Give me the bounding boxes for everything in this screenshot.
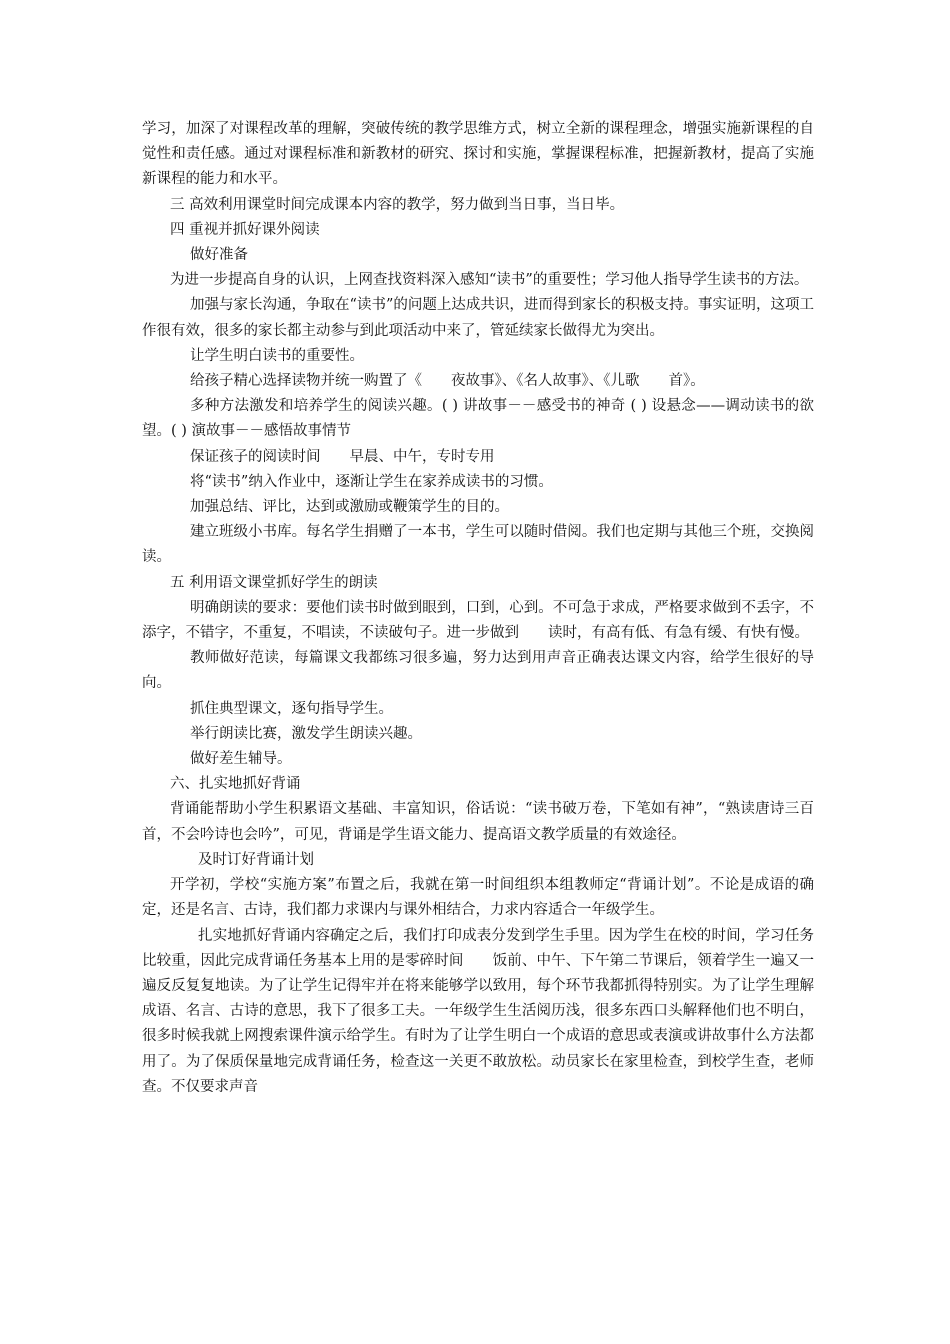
- paragraph-reading-time: 保证孩子的阅读时间 早晨、中午，专时专用: [190, 448, 495, 465]
- paragraph-importance: 让学生明白读书的重要性。: [190, 347, 364, 364]
- paragraph-intro-continued: 学习，加深了对课程改革的理解，突破传统的教学思维方式，树立全新的课程理念，增强实施新课程的自觉性和责任感。通过对课程标准和新教材的研究、探讨和实施，掌握课程标准，把握新教材，提高了实施新课程的能力和水平。: [142, 121, 814, 188]
- paragraph-teacher-model: 教师做好范读，每篇课文我都练习很多遍，努力达到用声音正确表达课文内容，给学生很好的导向。: [142, 650, 814, 692]
- document-page: [142, 117, 814, 1100]
- paragraph-summary: 加强总结、评比，达到或激励或鞭策学生的目的。: [190, 499, 509, 516]
- subheading-recite-plan: 及时订好背诵计划: [198, 851, 314, 868]
- paragraph-parents: 加强与家长沟通，争取在“读书”的问题上达成共识，进而得到家长的积极支持。事实证明，这项工作很有效，很多的家长都主动参与到此项活动中来了，管延续家长做得尤为突出。: [142, 297, 814, 339]
- paragraph-contest: 举行朗读比赛，激发学生朗读兴趣。: [190, 725, 422, 742]
- heading-section-5: 五 利用语文课堂抓好学生的朗读: [170, 574, 378, 591]
- paragraph-recite-plan: 开学初，学校“实施方案”布置之后，我就在第一时间组织本组教师定“背诵计划”。不论是成语的确定，还是名言、古诗，我们都力求课内与课外相结合，力求内容适合一年级学生。: [142, 877, 814, 919]
- paragraph-interest: 多种方法激发和培养学生的阅读兴趣。( ) 讲故事－－感受书的神奇 ( ) 设悬念——调动读书的欲望。( ) 演故事－－感悟故事情节: [142, 398, 814, 440]
- paragraph-typical-text: 抓住典型课文，逐句指导学生。: [190, 700, 393, 717]
- paragraph-recite-work: 扎实地抓好背诵内容确定之后，我们打印成表分发到学生手里。因为学生在校的时间，学习任务比较重，因此完成背诵任务基本上用的是零碎时间 饭前、中午、下午第二节课后，领着学生一遍又一遍反反复复地读。为了让学生记得牢并在将来能够学以致用，每个环节我都抓得特别实。为了让学生理解成语、名言、古诗的意思，我下了很多工夫。一年级学生生活阅历浅，很多东西口头解释他们也不明白，很多时候我就上网搜索课件演示给学生。有时为了让学生明白一个成语的意思或表演或讲故事什么方法都用了。为了保质保量地完成背诵任务，检查这一关更不敢放松。动员家长在家里检查，到校学生查，老师查。不仅要求声音: [142, 927, 814, 1095]
- heading-section-6: 六、扎实地抓好背诵: [170, 776, 301, 793]
- paragraph-prepare: 为进一步提高自身的认识，上网查找资料深入感知“读书”的重要性；学习他人指导学生读书的方法。: [170, 272, 809, 289]
- heading-section-3: 三 高效利用课堂时间完成课本内容的教学，努力做到当日事，当日毕。: [170, 196, 625, 213]
- subheading-prepare: 做好准备: [190, 247, 248, 264]
- paragraph-library: 建立班级小书库。每名学生捐赠了一本书，学生可以随时借阅。我们也定期与其他三个班，交换阅读。: [142, 524, 814, 566]
- paragraph-recite-intro: 背诵能帮助小学生积累语文基础、丰富知识，俗话说：“读书破万卷，下笔如有神”，“熟读唐诗三百首，不会吟诗也会吟”，可见，背诵是学生语文能力、提高语文教学质量的有效途径。: [142, 801, 814, 843]
- paragraph-books: 给孩子精心选择读物并统一购置了《 夜故事》、《名人故事》、《儿歌 首》。: [190, 373, 705, 390]
- paragraph-homework: 将“读书”纳入作业中，逐渐让学生在家养成读书的习惯。: [190, 473, 553, 490]
- heading-section-4: 四 重视并抓好课外阅读: [170, 221, 320, 238]
- paragraph-tutoring: 做好差生辅导。: [190, 751, 292, 768]
- paragraph-reading-requirements: 明确朗读的要求：要他们读书时做到眼到，口到，心到。不可急于求成，严格要求做到不丢字，不添字，不错字，不重复，不唱读，不读破句子。进一步做到 读时，有高有低、有急有缓、有快有慢。: [142, 599, 814, 642]
